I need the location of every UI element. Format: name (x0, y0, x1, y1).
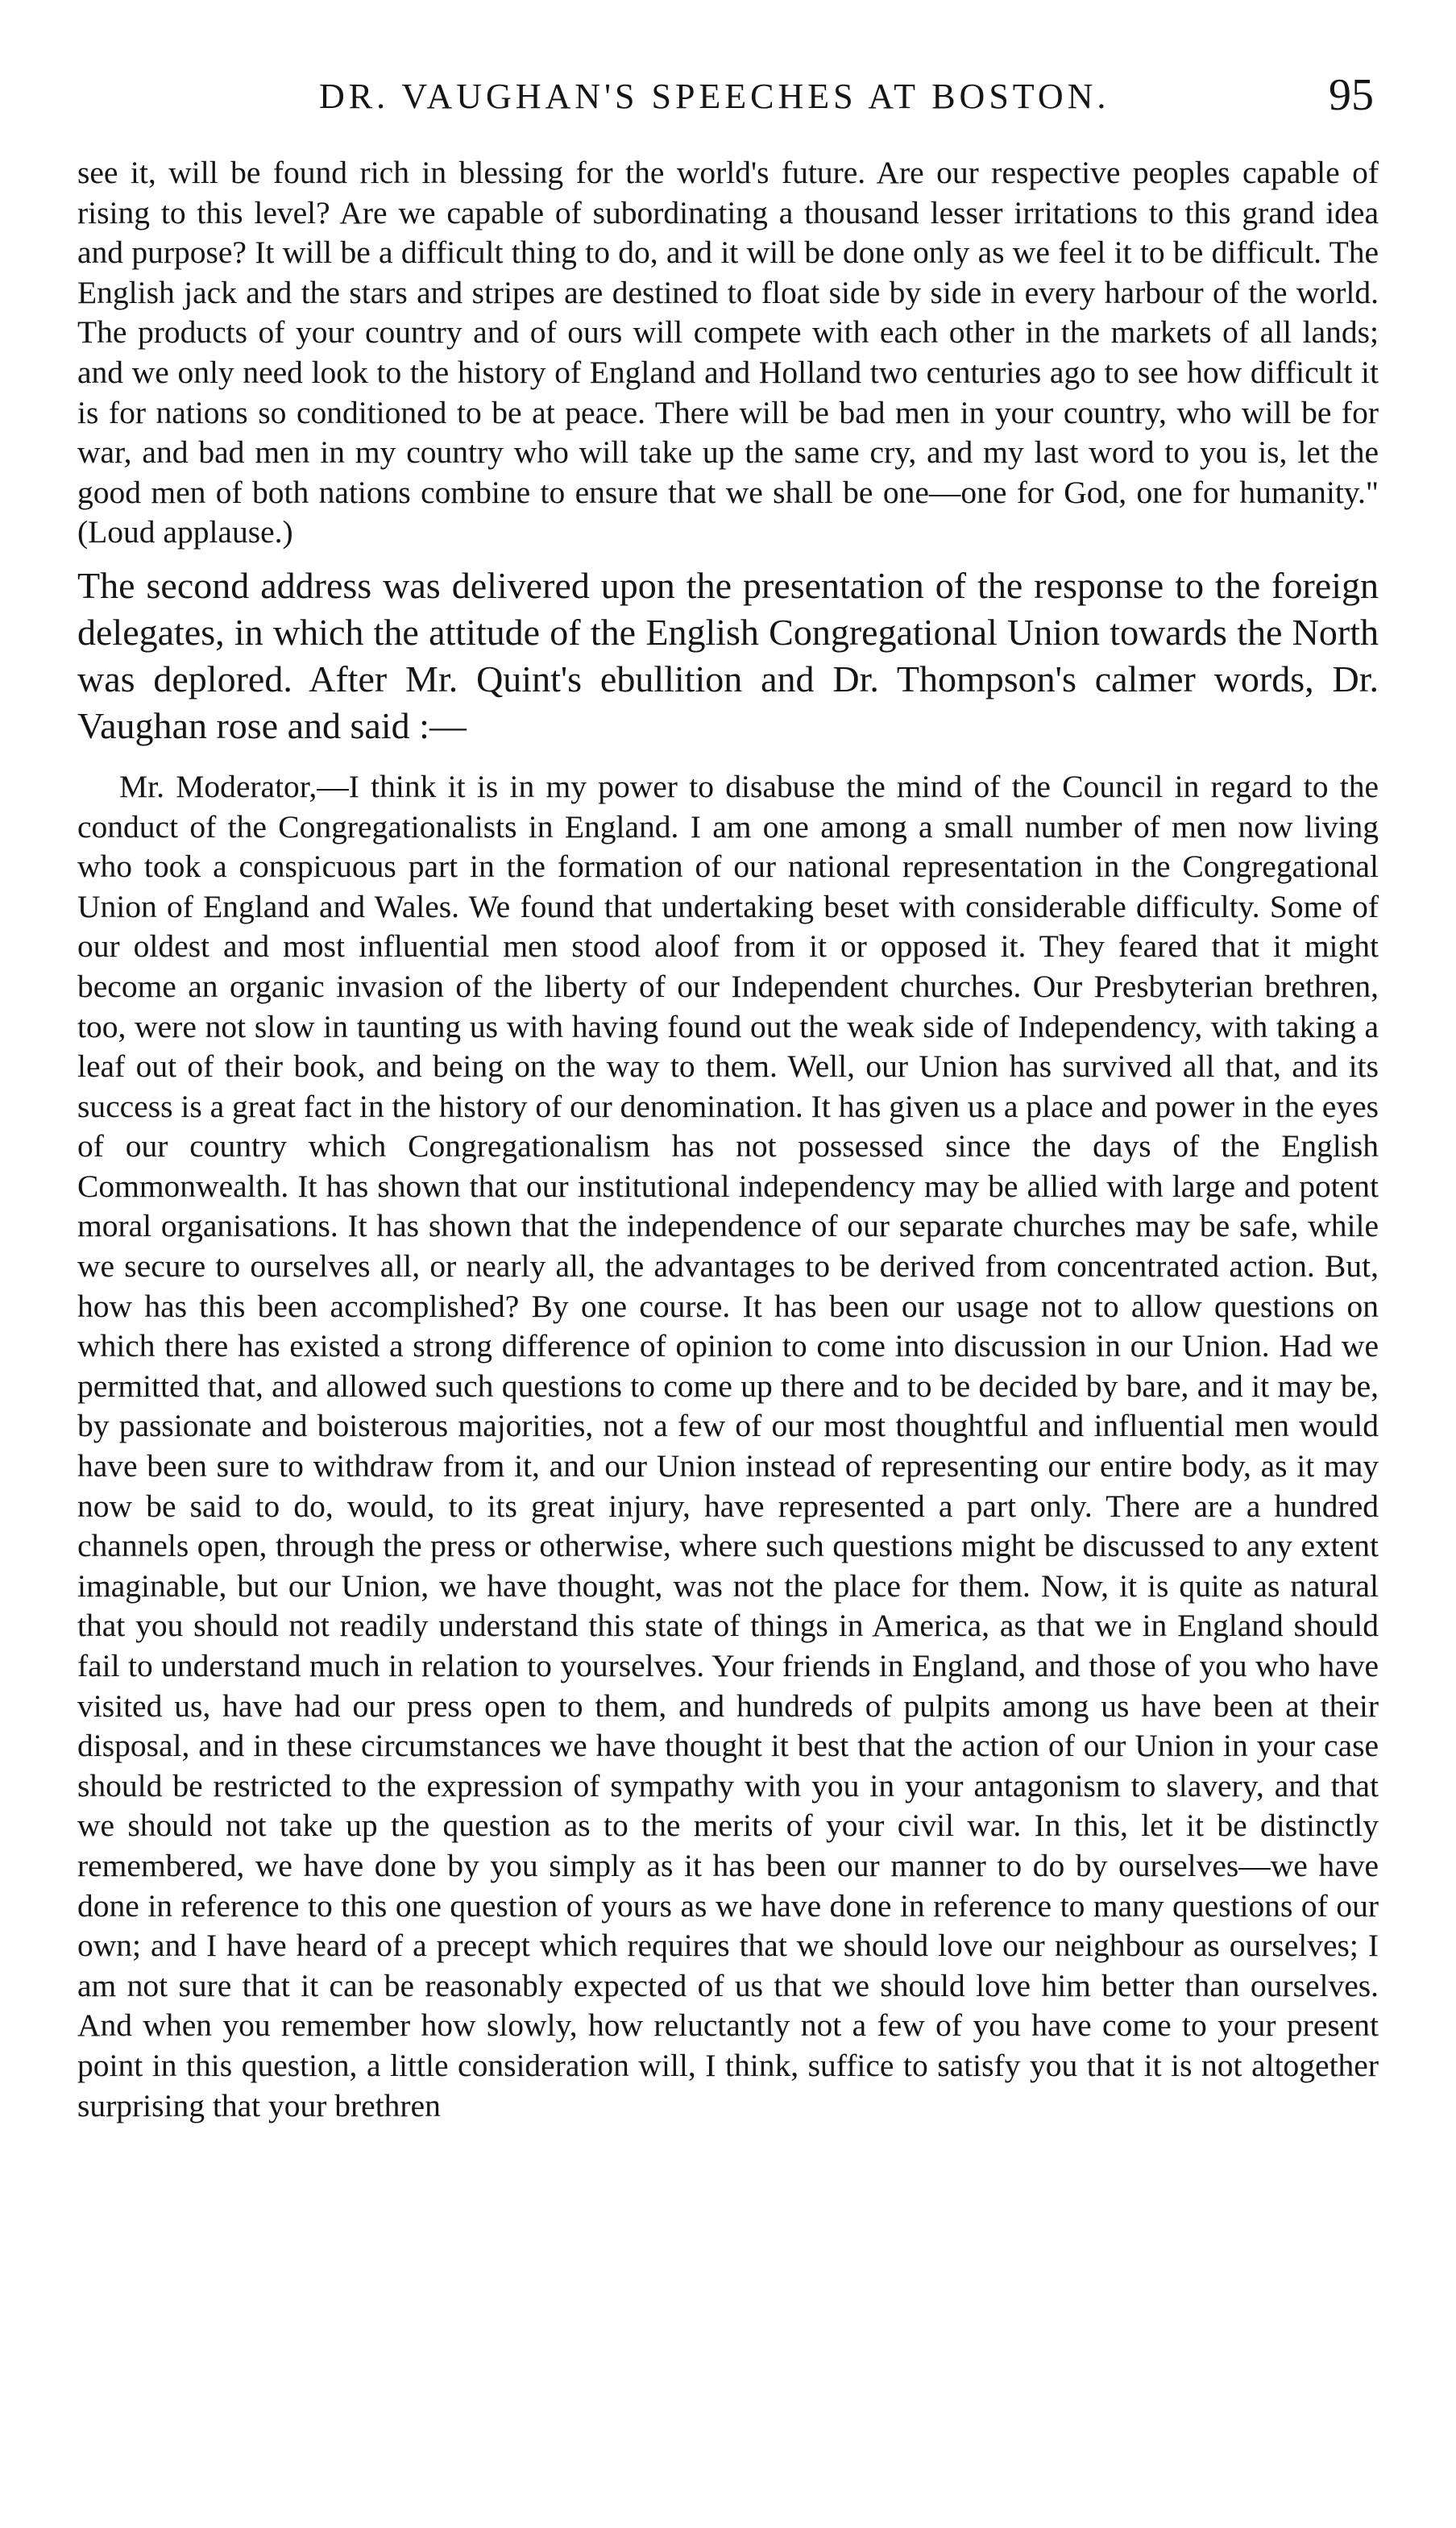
page-number: 95 (1329, 70, 1374, 120)
running-head (77, 58, 1379, 139)
narrative-paragraph: The second address was delivered upon the presentation of the response to the foreign delegates, in which the attitude of the English Congregational Union towards the North was deplored. After Mr. Quint's ebullition and Dr. Thompson's calmer words, Dr. Vaughan rose and said :— (77, 564, 1379, 746)
speech-paragraph: Mr. Moderator,—I think it is in my power to disabuse the mind of the Council in regard to the conduct of the Congregationalists in England. I am one among a small number of men now living who took a conspicuous part in the formation of our national representation in the Congregational Union of England and Wales. We found that undertaking beset with considerable difficulty. Some of our oldest and most influential men stood aloof from it or opposed it. They feared that it might become an organic invasion of the liberty of our Independent churches. Our Presbyterian brethren, too, were not slow in taunting us with having found out the weak side of Independency, with taking a leaf out of their book, and being on the way to them. Well, our Union has survived all that, and its success is a great fact in the history of our denomination. It has given us a place and power in the eyes of our country which Congregationalism has not possessed since the days of the English Commonwealth. It has shown that our institutional independency may be allied with large and potent moral organisations. It has shown that the independence of our separate churches may be safe, while we secure to ourselves all, or nearly all, the advantages to be derived from concentrated action. But, how has this been accomplished? By one course. It has been our usage not to allow questions on which there has existed a strong difference of opinion to come into discussion in our Union. Had we permitted that, and allowed such questions to come up there and to be decided by bare, and it may be, by passionate and boisterous majorities, not a few of our most thoughtful and influential men would have been sure to withdraw from it, and our Union instead of representing our entire body, as it may now be said to do, would, to its great injury, have represented a part only. There are a hundred channels open, through the press or otherwise, where such questions might be discussed to any extent imaginable, but our Union, we have thought, was not the place for them. Now, it is quite as natural that you should not readily understand this state of things in America, as that we in England should fail to understand much in relation to yourselves. Your friends in England, and those of you who have visited us, have had our press open to them, and hundreds of pulpits among us have been at their disposal, and in these circumstances we have thought it best that the action of our Union in your case should be restricted to the expression of sympathy with you in your antagonism to slavery, and that we should not take up the question as to the merits of your civil war. In this, let it be distinctly remembered, we have done by you simply as it has been our manner to do by ourselves—we have done in reference to this one question of yours as we have done in reference to many questions of our own; and I have heard of a precept which requires that we should love our neighbour as ourselves; I am not sure that it can be reasonably expected of us that we should love him better than ourselves. And when you remember how slowly, how reluctantly not a few of you have come to your present point in this question, a little consideration will, I think, suffice to satisfy you that it is not altogether surprising that your brethren (77, 768, 1379, 2123)
running-title: DR. VAUGHAN'S SPEECHES AT BOSTON. (319, 77, 1110, 116)
quote-continuation-paragraph: see it, will be found rich in blessing for the world's future. Are our respective peoples capable of rising to this level? Are we capable of subordinating a thousand lesser irritations to this grand idea and purpose? It will be a difficult thing to do, and it will be done only as we feel it to be difficult. The English jack and the stars and stripes are destined to float side by side in every harbour of the world. The products of your country and of ours will compete with each other in the markets of all lands; and we only need look to the history of England and Holland two centuries ago to see how difficult it is for nations so conditioned to be at peace. There will be bad men in your country, who will be for war, and bad men in my country who will take up the same cry, and my last word to you is, let the good men of both nations combine to ensure that we shall be one—one for God, one for humanity." (Loud applause.) (77, 155, 1379, 550)
